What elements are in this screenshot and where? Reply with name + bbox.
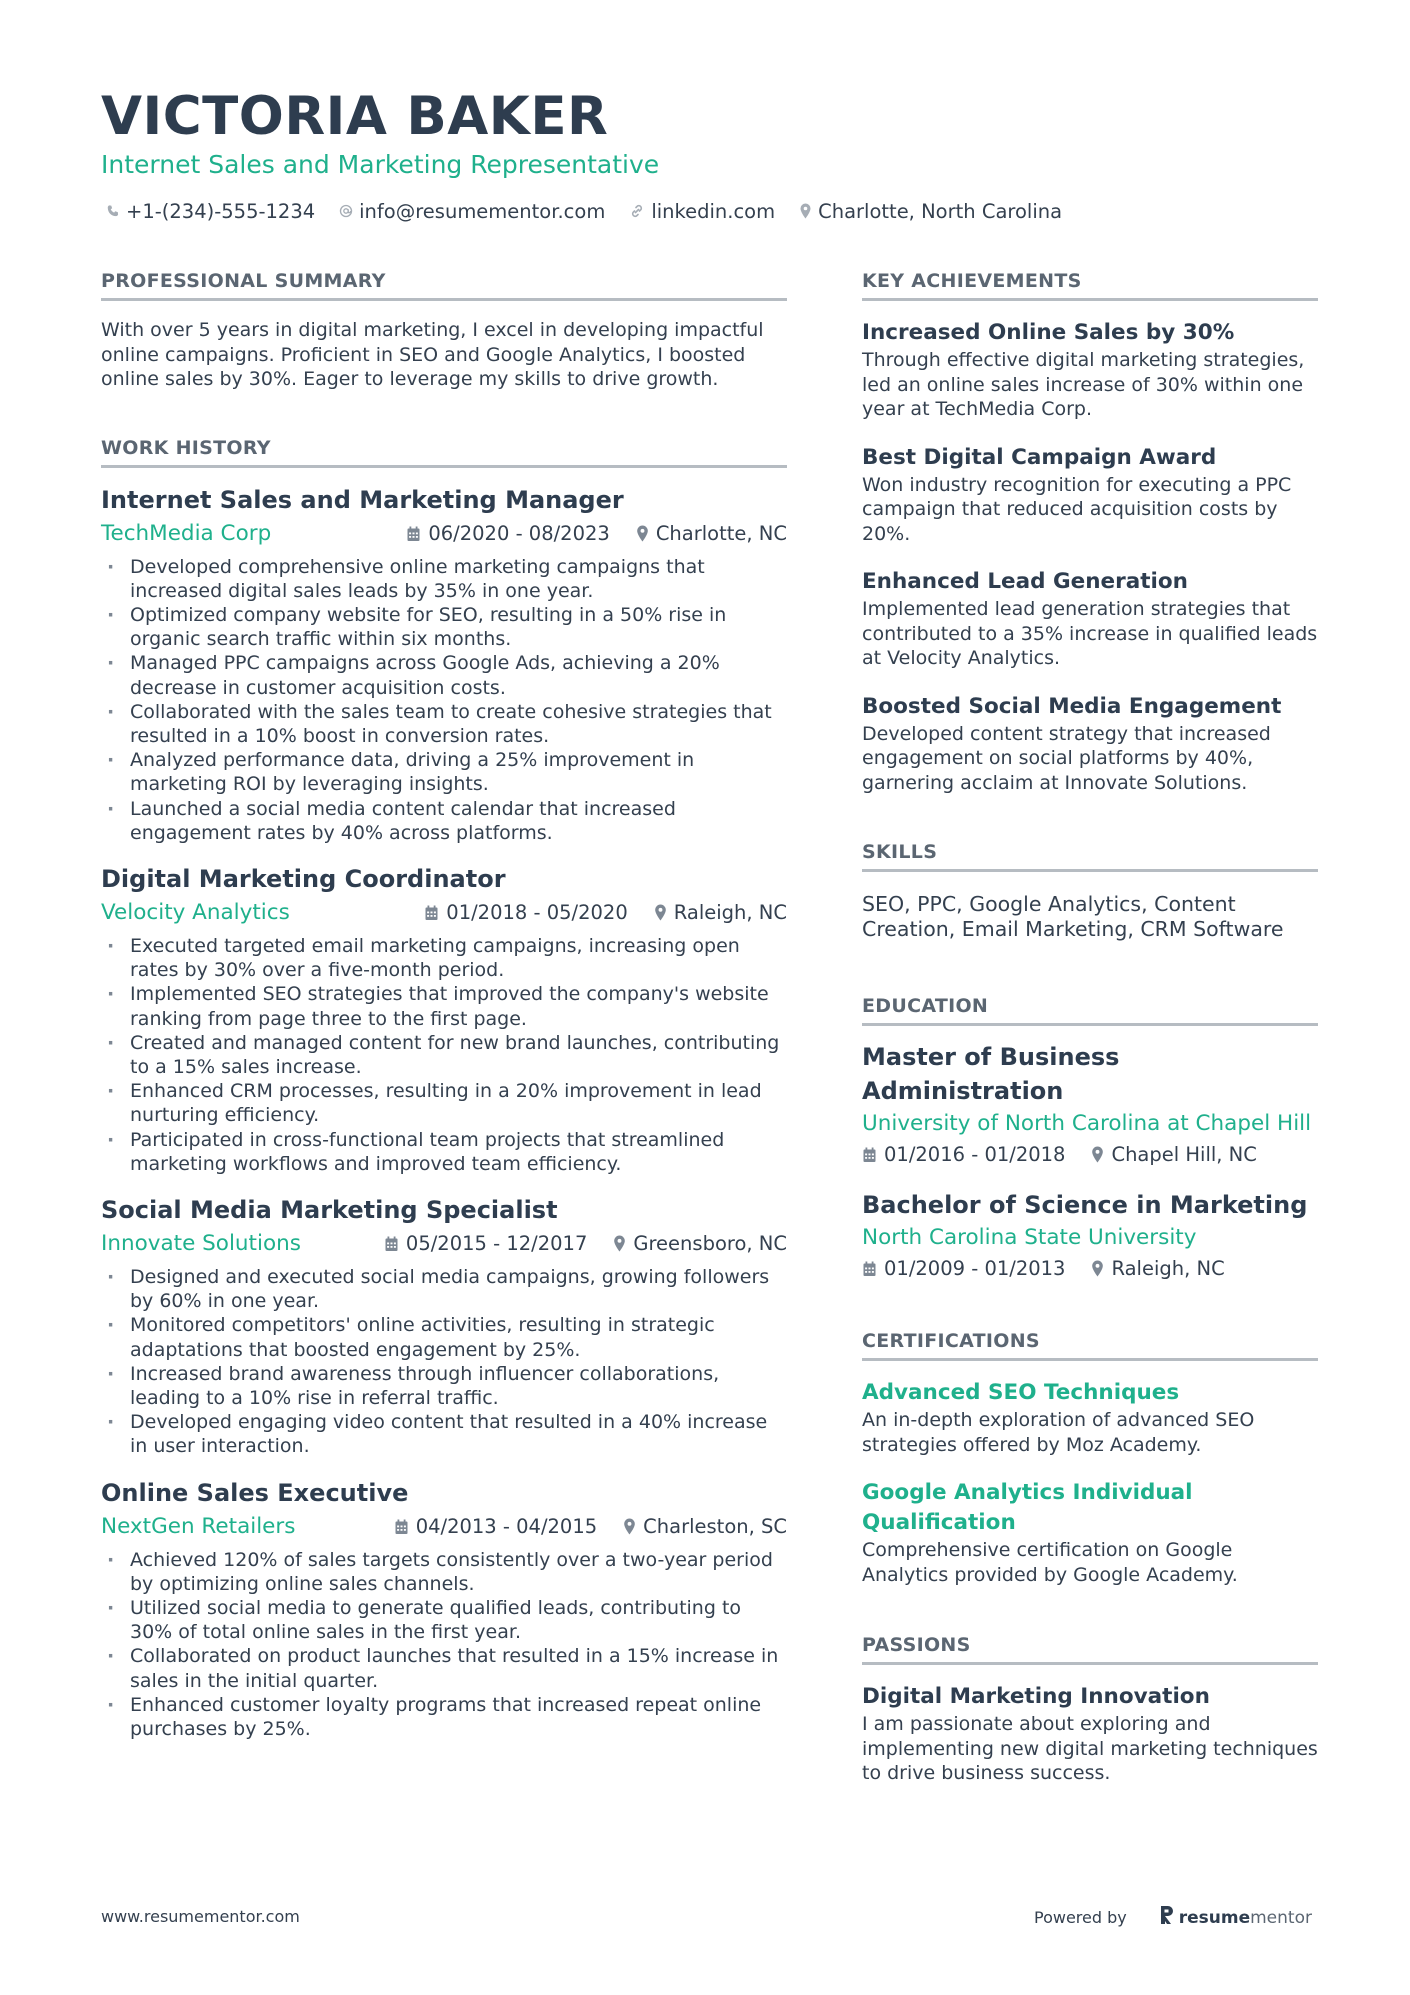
- job-bullets: [101, 555, 787, 845]
- calendar-icon: [424, 905, 439, 921]
- school-name: University of North Carolina at Chapel Hill: [862, 1111, 1312, 1136]
- job-dates: [384, 1232, 587, 1255]
- achievement-text: Developed content strategy that increased engagement on social platforms by 40%, garnering acclaim at Innovate Solutions.: [862, 722, 1271, 794]
- job-dates-text: 04/2013 - 04/2015: [415, 1515, 598, 1539]
- passions-heading: PASSIONS: [862, 1632, 1318, 1665]
- job-title: Internet Sales and Marketing Manager: [101, 485, 624, 514]
- job-dates: [406, 522, 609, 545]
- powered-by-text: Powered by: [1034, 1908, 1127, 1927]
- candidate-title: Internet Sales and Marketing Representative: [101, 150, 660, 179]
- company-name: Velocity Analytics: [101, 900, 290, 926]
- job-entry: [101, 862, 787, 1176]
- phone-icon: [106, 204, 120, 218]
- achievement-title: Best Digital Campaign Award: [862, 444, 1217, 470]
- education-item: [862, 1040, 1318, 1170]
- location-pin-icon: [799, 203, 812, 219]
- job-dates-text: 06/2020 - 08/2023: [428, 522, 610, 545]
- education-dates: [862, 1143, 1065, 1166]
- job-title: Online Sales Executive: [101, 1478, 409, 1507]
- summary-text: With over 5 years in digital marketing, I excel in developing impactful online campaigns. Proficient in SEO and Google Analytics, I boosted online sales by 30%. Eager to leverage my skills to drive growth.: [101, 319, 764, 390]
- job-location: [613, 1232, 787, 1255]
- skills-section: [862, 839, 1318, 942]
- link-icon: [629, 203, 645, 219]
- location-pin-icon: [623, 1518, 636, 1535]
- bullet-item: · Enhanced customer loyalty programs that increased repeat online purchases by 25%.: [101, 1693, 787, 1741]
- job-meta: [101, 1227, 787, 1261]
- passion-item: [862, 1682, 1318, 1786]
- achievement-item: [862, 318, 1318, 422]
- contact-linkedin[interactable]: [629, 200, 775, 223]
- job-entry: [101, 483, 787, 845]
- education-heading: EDUCATION: [862, 993, 1318, 1026]
- certification-title: Google Analytics Individual Qualification: [862, 1480, 1193, 1535]
- job-dates: [394, 1515, 597, 1538]
- certifications-heading: CERTIFICATIONS: [862, 1328, 1318, 1361]
- education-dates-text: 01/2016 - 01/2018: [884, 1143, 1066, 1166]
- footer-website[interactable]: www.resumementor.com: [101, 1907, 300, 1926]
- calendar-icon: [862, 1261, 877, 1277]
- job-entry: [101, 1476, 787, 1742]
- education-location-text: Raleigh, NC: [1111, 1257, 1225, 1280]
- passion-text: I am passionate about exploring and implementing new digital marketing techniques to drive business success.: [862, 1713, 1318, 1784]
- passions-section: [862, 1632, 1318, 1786]
- certification-item: [862, 1478, 1318, 1587]
- work-history-section: [101, 435, 787, 1742]
- job-meta: [101, 517, 787, 551]
- achievement-text: Implemented lead generation strategies that contributed to a 35% increase in qualified leads at Velocity Analytics.: [862, 598, 1318, 669]
- education-location: [1091, 1257, 1224, 1280]
- bullet-item: · Implemented SEO strategies that improved the company's website ranking from page three to the first page.: [101, 982, 787, 1030]
- job-location: [654, 901, 787, 924]
- bullet-item: · Developed comprehensive online marketing campaigns that increased digital sales leads by 35% in one year.: [101, 555, 787, 603]
- achievement-title: Enhanced Lead Generation: [862, 569, 1188, 594]
- job-title: Digital Marketing Coordinator: [101, 864, 506, 893]
- candidate-name: VICTORIA BAKER: [101, 86, 609, 147]
- location-pin-icon: [1091, 1260, 1104, 1277]
- achievement-title: Increased Online Sales by 30%: [862, 320, 1235, 345]
- right-column: [862, 268, 1318, 1786]
- passion-title: Digital Marketing Innovation: [862, 1684, 1210, 1709]
- skills-text: SEO, PPC, Google Analytics, Content Creation, Email Marketing, CRM Software: [862, 892, 1284, 941]
- achievement-text: Won industry recognition for executing a PPC campaign that reduced acquisition costs by 20%.: [862, 473, 1292, 545]
- education-item: [862, 1188, 1318, 1284]
- bullet-item: · Developed engaging video content that resulted in a 40% increase in user interaction.: [101, 1410, 787, 1458]
- footer-powered: [1034, 1905, 1312, 1930]
- at-icon: [339, 204, 353, 218]
- achievement-item: [862, 692, 1318, 796]
- certification-text: An in-depth exploration of advanced SEO strategies offered by Moz Academy.: [862, 1409, 1255, 1456]
- job-bullets: [101, 1548, 787, 1742]
- certification-text: Comprehensive certification on Google Analytics provided by Google Academy.: [862, 1539, 1238, 1586]
- achievement-item: [862, 567, 1318, 671]
- work-history-heading: WORK HISTORY: [101, 435, 787, 468]
- bullet-item: · Created and managed content for new brand launches, contributing to a 15% sales increase.: [101, 1031, 787, 1079]
- education-dates: [862, 1257, 1065, 1280]
- certifications-section: [862, 1328, 1318, 1587]
- phone-text: +1-(234)-555-1234: [126, 199, 316, 223]
- certification-title: Advanced SEO Techniques: [862, 1380, 1180, 1405]
- location-pin-icon: [636, 525, 649, 542]
- job-location-text: Greensboro, NC: [633, 1232, 787, 1256]
- job-dates: [424, 901, 627, 924]
- bullet-item: · Executed targeted email marketing campaigns, increasing open rates by 30% over a five-month period.: [101, 934, 787, 982]
- job-title: Social Media Marketing Specialist: [101, 1195, 558, 1224]
- job-dates-text: 05/2015 - 12/2017: [405, 1232, 588, 1256]
- education-location-text: Chapel Hill, NC: [1111, 1143, 1257, 1166]
- contact-location: [799, 200, 1062, 223]
- location-pin-icon: [613, 1235, 626, 1252]
- job-bullets: [101, 1265, 787, 1459]
- email-text[interactable]: info@resumementor.com: [359, 199, 606, 223]
- calendar-icon: [406, 526, 421, 542]
- location-pin-icon: [654, 904, 667, 921]
- calendar-icon: [394, 1519, 409, 1535]
- bullet-item: · Utilized social media to generate qualified leads, contributing to 30% of total online sales in the first year.: [101, 1596, 787, 1644]
- achievements-heading: KEY ACHIEVEMENTS: [862, 268, 1318, 301]
- degree-title: Bachelor of Science in Marketing: [862, 1191, 1308, 1219]
- skills-heading: SKILLS: [862, 839, 1318, 872]
- education-section: [862, 993, 1318, 1284]
- education-dates-text: 01/2009 - 01/2013: [884, 1257, 1066, 1280]
- bullet-item: · Designed and executed social media campaigns, growing followers by 60% in one year.: [101, 1265, 787, 1313]
- bullet-item: · Analyzed performance data, driving a 25% improvement in marketing ROI by leveraging insights.: [101, 748, 787, 796]
- location-text: Charlotte, North Carolina: [818, 199, 1063, 223]
- job-location-text: Charlotte, NC: [655, 522, 787, 545]
- degree-title: Master of Business Administration: [862, 1043, 1120, 1105]
- calendar-icon: [862, 1147, 877, 1163]
- job-location-text: Raleigh, NC: [673, 901, 787, 925]
- bullet-item: · Collaborated with the sales team to create cohesive strategies that resulted in a 10% boost in conversion rates.: [101, 700, 787, 748]
- certification-item: [862, 1378, 1318, 1457]
- job-location: [623, 1515, 787, 1538]
- job-location-text: Charleston, SC: [643, 1515, 787, 1539]
- contact-phone: [106, 200, 315, 223]
- education-location: [1091, 1143, 1256, 1166]
- job-meta: [101, 896, 787, 930]
- achievements-section: [862, 268, 1318, 795]
- resumementor-logo[interactable]: [1159, 1905, 1312, 1930]
- achievement-item: [862, 443, 1318, 547]
- company-name: Innovate Solutions: [101, 1231, 301, 1257]
- bullet-item: · Collaborated on product launches that resulted in a 15% increase in sales in the initial quarter.: [101, 1644, 787, 1692]
- bullet-item: · Monitored competitors' online activities, resulting in strategic adaptations that boosted engagement by 25%.: [101, 1313, 787, 1361]
- achievement-text: Through effective digital marketing strategies, led an online sales increase of 30% within one year at TechMedia Corp.: [862, 349, 1305, 420]
- logo-mark-icon: [1159, 1905, 1175, 1930]
- linkedin-text[interactable]: linkedin.com: [651, 199, 776, 223]
- contact-email[interactable]: [339, 200, 605, 223]
- bullet-item: · Managed PPC campaigns across Google Ads, achieving a 20% decrease in customer acquisition costs.: [101, 651, 787, 699]
- bullet-item: · Achieved 120% of sales targets consistently over a two-year period by optimizing online sales channels.: [101, 1548, 787, 1596]
- location-pin-icon: [1091, 1146, 1104, 1163]
- left-column: [101, 268, 787, 1741]
- contact-bar: [106, 196, 1062, 226]
- job-dates-text: 01/2018 - 05/2020: [446, 901, 628, 925]
- school-name: North Carolina State University: [862, 1225, 1197, 1250]
- calendar-icon: [384, 1236, 399, 1252]
- bullet-item: · Launched a social media content calendar that increased engagement rates by 40% across platforms.: [101, 797, 787, 845]
- job-bullets: [101, 934, 787, 1176]
- summary-heading: PROFESSIONAL SUMMARY: [101, 268, 787, 301]
- bullet-item: · Participated in cross-functional team projects that streamlined marketing workflows and improved team efficiency.: [101, 1128, 787, 1176]
- education-meta: [862, 1253, 1318, 1284]
- job-meta: [101, 1510, 787, 1544]
- job-entry: [101, 1193, 787, 1459]
- brand-light: mentor: [1250, 1907, 1312, 1928]
- company-name: NextGen Retailers: [101, 1514, 296, 1540]
- company-name: TechMedia Corp: [101, 521, 272, 546]
- summary-section: [101, 268, 787, 392]
- brand-bold: resume: [1178, 1907, 1251, 1928]
- bullet-item: · Increased brand awareness through influencer collaborations, leading to a 10% rise in referral traffic.: [101, 1362, 787, 1410]
- achievement-title: Boosted Social Media Engagement: [862, 693, 1282, 719]
- education-meta: [862, 1139, 1318, 1170]
- job-location: [636, 522, 787, 545]
- bullet-item: · Enhanced CRM processes, resulting in a 20% improvement in lead nurturing efficiency.: [101, 1079, 787, 1127]
- bullet-item: · Optimized company website for SEO, resulting in a 50% rise in organic search traffic within six months.: [101, 603, 787, 651]
